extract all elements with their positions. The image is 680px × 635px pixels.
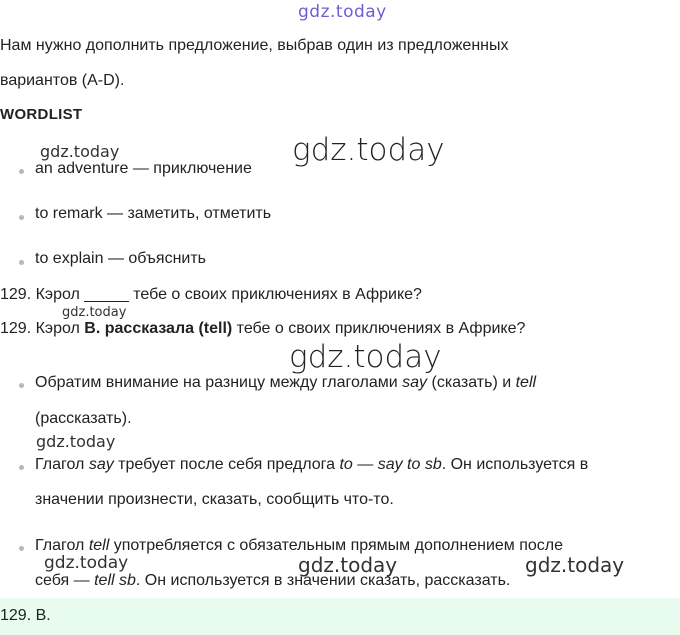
intro-line-2: вариантов (A-D). xyxy=(0,72,125,89)
question-text: 129. Кэрол _____ тебе о своих приключениях в Африке? xyxy=(0,286,422,303)
answer-suffix: тебе о своих приключениях в Африке? xyxy=(232,320,526,337)
explanation-2-line-1 xyxy=(35,456,588,474)
term-say-to-sb: to — say to sb xyxy=(339,456,442,473)
term-say: say xyxy=(88,456,114,473)
text-span: Глагол xyxy=(35,537,89,554)
watermark: gdz.today xyxy=(292,132,445,168)
wordlist-item: an adventure — приключение xyxy=(35,160,252,177)
bullet-dot xyxy=(19,383,24,388)
question-answer xyxy=(0,320,525,338)
final-answer: 129. B. xyxy=(0,607,51,624)
text-span: Обратим внимание на разницу между глаголами xyxy=(35,374,403,391)
wordlist-heading: WORDLIST xyxy=(0,106,83,123)
text-span: Глагол xyxy=(35,456,89,473)
intro-line-1: Нам нужно дополнить предложение, выбрав один из предложенных xyxy=(0,37,509,54)
answer-prefix: 129. Кэрол xyxy=(0,320,85,337)
watermark-top: gdz.today xyxy=(298,2,387,22)
answer-band xyxy=(0,598,680,635)
bullet-dot xyxy=(19,465,24,470)
bullet-dot xyxy=(19,260,24,265)
explanation-1-line-2: (рассказать). xyxy=(35,410,132,427)
text-span: требует после себя предлога xyxy=(113,456,340,473)
watermark: gdz.today xyxy=(289,339,442,375)
wordlist-item: to explain — объяснить xyxy=(35,250,207,267)
watermark: gdz.today xyxy=(298,553,398,577)
text-span: употребляется с обязательным прямым дополнением после xyxy=(109,537,564,554)
watermark: gdz.today xyxy=(36,432,116,451)
watermark: gdz.today xyxy=(525,553,625,577)
explanation-2-line-2: значении произнести, сказать, сообщить что-то. xyxy=(35,491,394,508)
wordlist-item: to remark — заметить, отметить xyxy=(35,205,272,222)
text-span: . Он используется в xyxy=(441,456,589,473)
watermark: gdz.today xyxy=(40,142,120,161)
explanation-1-line-1 xyxy=(35,374,536,392)
term-tell-sb: tell sb xyxy=(94,572,136,589)
text-span: (сказать) и xyxy=(427,374,516,391)
bullet-dot xyxy=(19,546,24,551)
watermark: gdz.today xyxy=(62,305,127,320)
text-span: себя — xyxy=(35,572,95,589)
bullet-dot xyxy=(19,169,24,174)
answer-choice: B. рассказала (tell) xyxy=(84,320,233,337)
term-tell: tell xyxy=(515,374,537,391)
explanation-3-line-2 xyxy=(35,572,510,590)
text-span: . Он используется в значении сказать, рассказать. xyxy=(135,572,511,589)
watermark: gdz.today xyxy=(44,553,129,573)
bullet-dot xyxy=(19,215,24,220)
term-say: say xyxy=(402,374,428,391)
term-tell: tell xyxy=(88,537,110,554)
